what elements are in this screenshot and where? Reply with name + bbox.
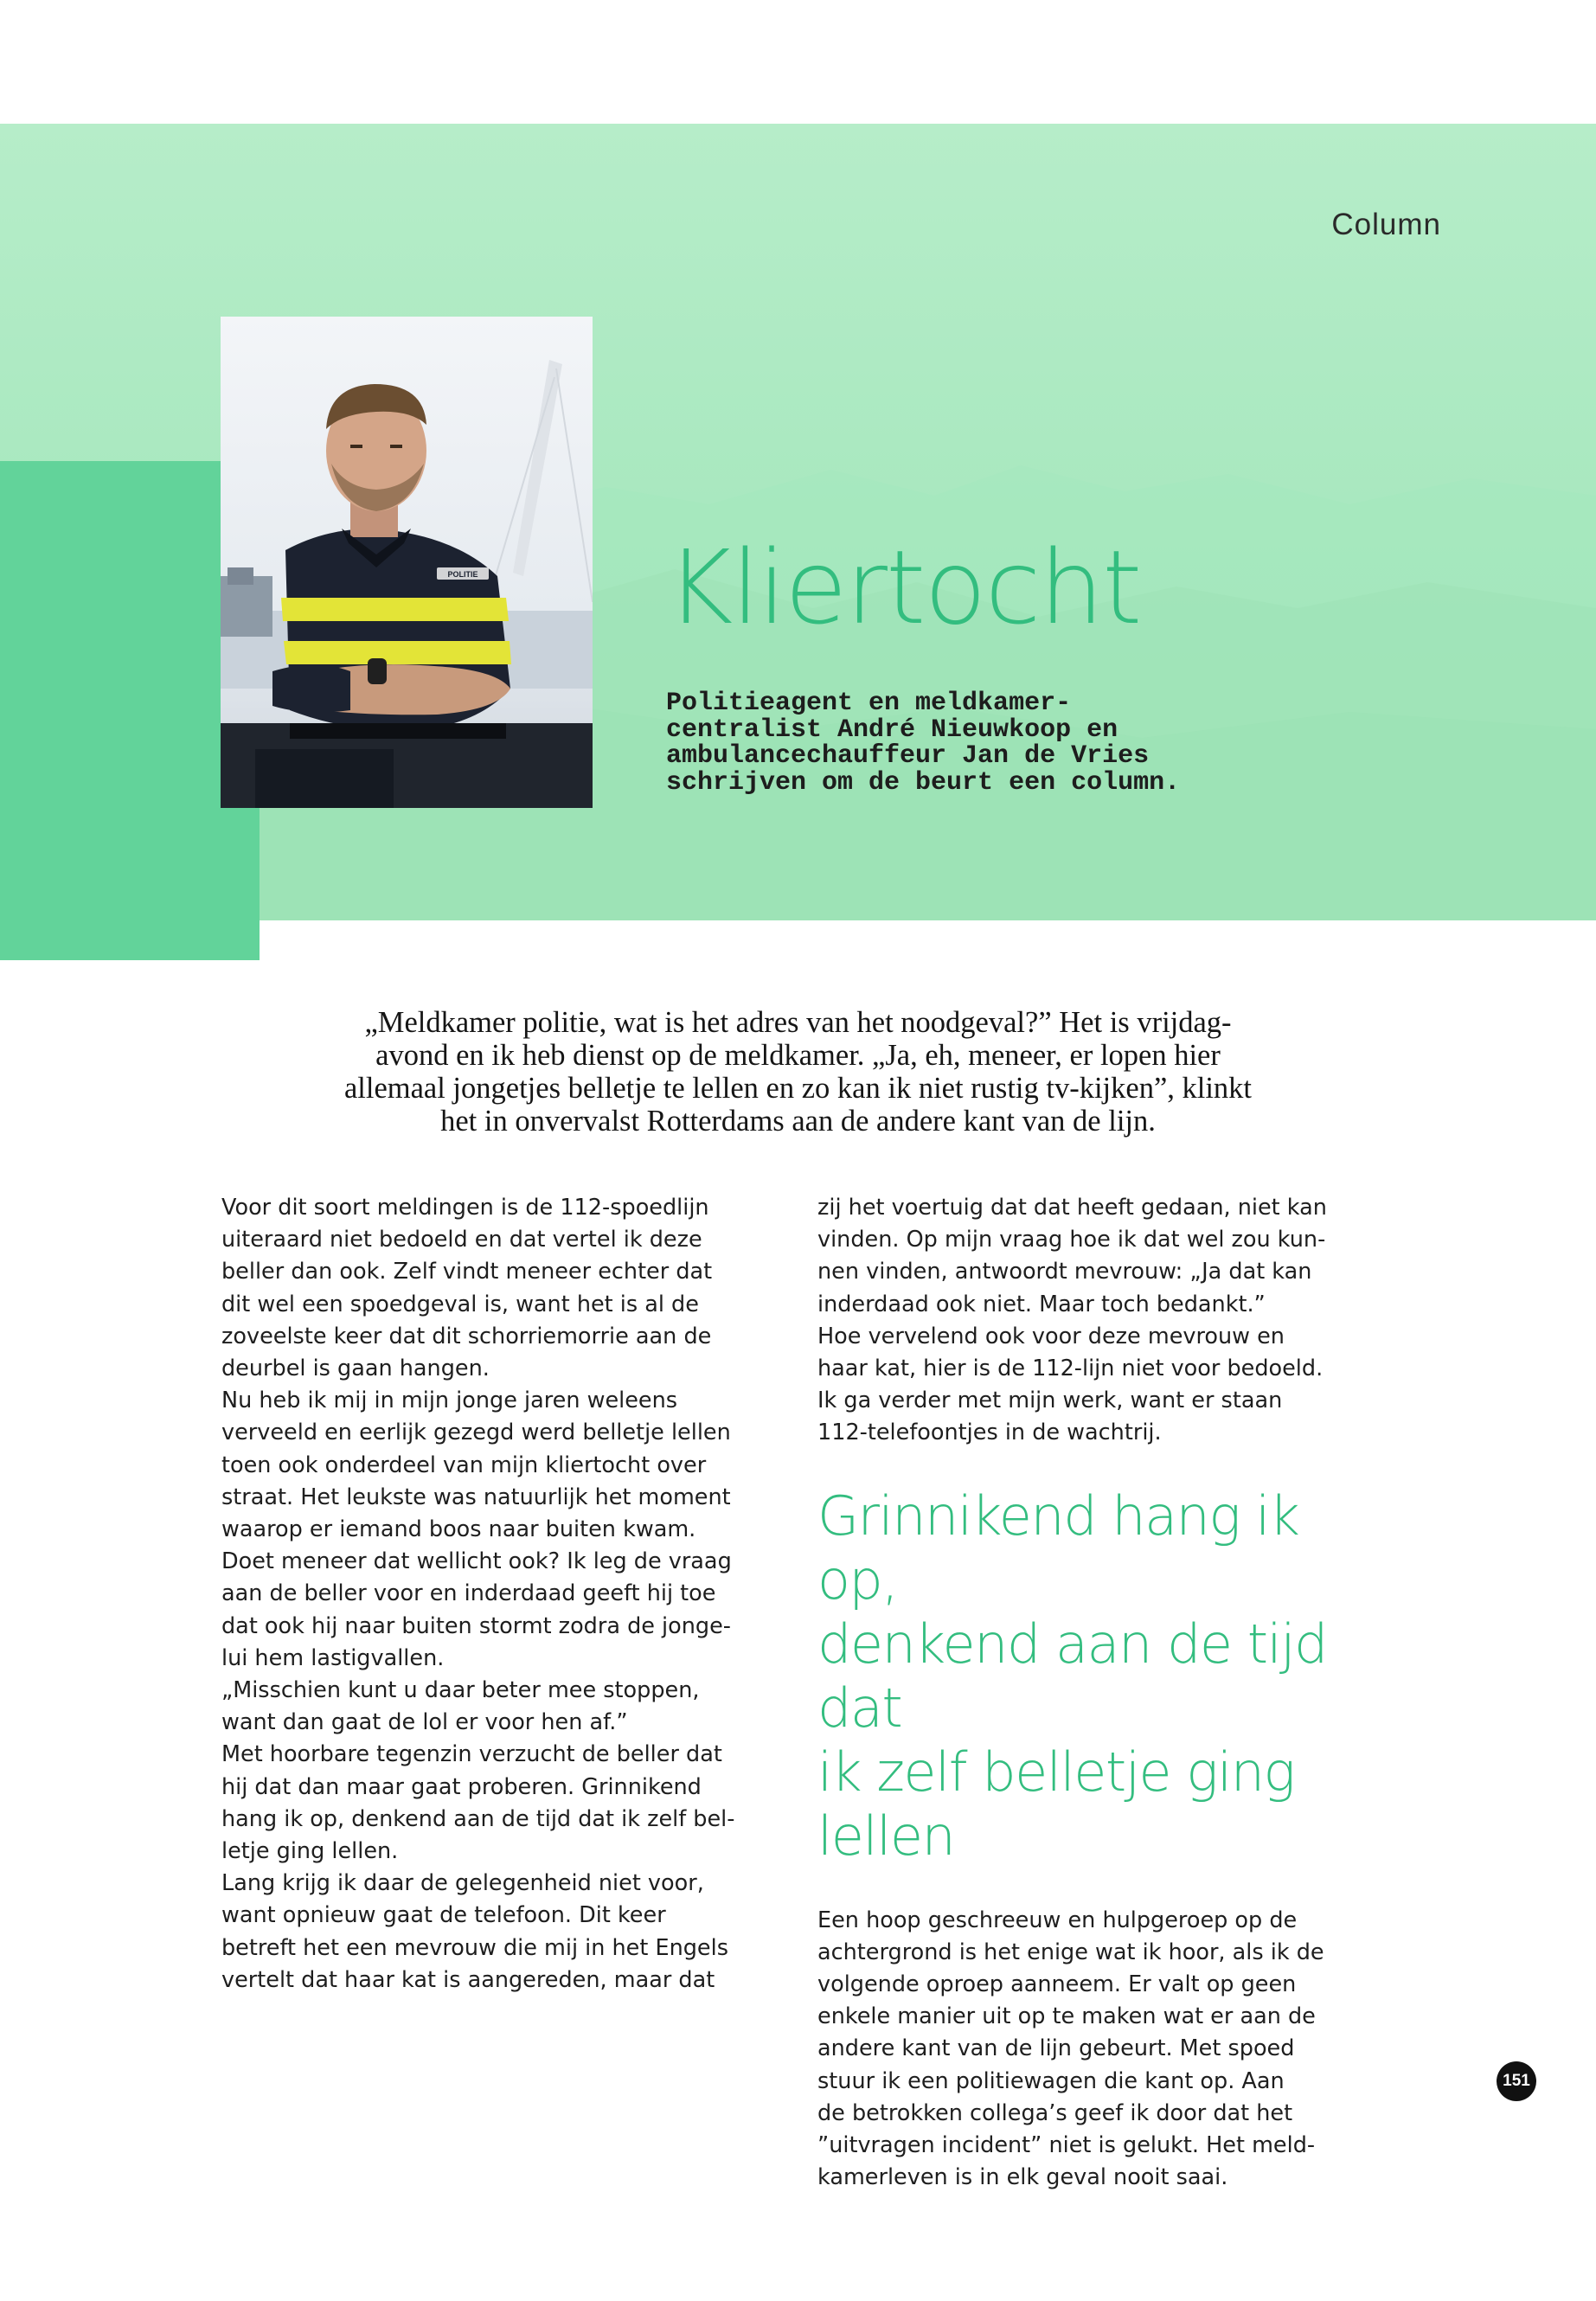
- pull-quote: Grinnikend hang ik op, denkend aan de tijd dat ik zelf belletje ging lellen: [817, 1484, 1327, 1868]
- lead-paragraph: „Meldkamer politie, wat is het adres van het noodgeval?” Het is vrijdag- avond en ik heb dienst op de meldkamer. „Ja, eh, meneer, er lopen hier allemaal jongetjes belletje te lellen en zo kan ik niet rustig tv-kijken”, klinkt het in onvervalst Rotterdams aan de andere kant van de lijn.: [343, 1006, 1253, 1138]
- article-title: Kliertocht: [666, 528, 1141, 647]
- portrait-badge-text: POLITIE: [447, 570, 478, 579]
- article-standfirst: Politieagent en meldkamer- centralist André Nieuwkoop en ambulancechauffeur Jan de Vries schrijven om de beurt een column.: [666, 689, 1181, 798]
- body-text-right-bottom: Een hoop geschreeuw en hulpgeroep op de achtergrond is het enige wat ik hoor, als ik de volgende oproep aanneem. Er valt op geen enkele manier uit op te maken wat er aan de andere kant van de lijn gebeurt. Met spoed stuur ik een politiewagen die kant op. Aan de betrokken collega’s geef ik door dat het ”uitvragen incident” niet is gelukt. Het meld- kamerleven is in elk geval nooit saai.: [817, 1907, 1324, 2191]
- body-text-left: Voor dit soort meldingen is de 112-spoedlijn uiteraard niet bedoeld en dat vertel ik deze beller dan ook. Zelf vindt meneer echter dat dit wel een spoedgeval is, want het is al de zoveelste keer dat dit schorriemorrie aan de deurbel is gaan hangen. Nu heb ik mij in mijn jonge jaren weleens verveeld en eerlijk gezegd werd belletje lellen toen ook onderdeel van mijn kliertocht over straat. Het leukste was natuurlijk het moment waarop er iemand boos naar buiten kwam. Doet meneer dat wellicht ook? Ik leg de vraag aan de beller voor en inderdaad geeft hij toe dat ook hij naar buiten stormt zodra de jonge- lui hem lastigvallen. „Misschien kunt u daar beter mee stoppen, want dan gaat de lol er voor hen af.” Met hoorbare tegenzin verzucht de beller dat hij dat dan maar gaat proberen. Grinnikend hang ik op, denkend aan de tijd dat ik zelf bel- letje ging lellen. Lang krijg ik daar de gelegenheid niet voor, want opnieuw gaat de telefoon. Dit keer betreft het een mevrouw die mij in het Engels vertelt dat haar kat is aangereden, maar dat: [221, 1195, 735, 1993]
- page-number: 151: [1497, 2061, 1536, 2101]
- section-label: Column: [1331, 208, 1441, 241]
- body-text-right-top: zij het voertuig dat dat heeft gedaan, niet kan vinden. Op mijn vraag hoe ik dat wel zou kun- nen vinden, antwoordt mevrouw: „Ja dat kan inderdaad ook niet. Maar toch bedankt.” Hoe vervelend ook voor deze mevrouw en haar kat, hier is de 112-lijn niet voor bedoeld. Ik ga verder met mijn werk, want er staan 112-telefoontjes in de wachtrij.: [817, 1195, 1327, 1446]
- police-officer-portrait-icon: [221, 317, 593, 808]
- author-portrait-photo: [221, 317, 593, 808]
- body-column-right: [817, 1192, 1388, 2194]
- body-column-left: [221, 1192, 792, 1997]
